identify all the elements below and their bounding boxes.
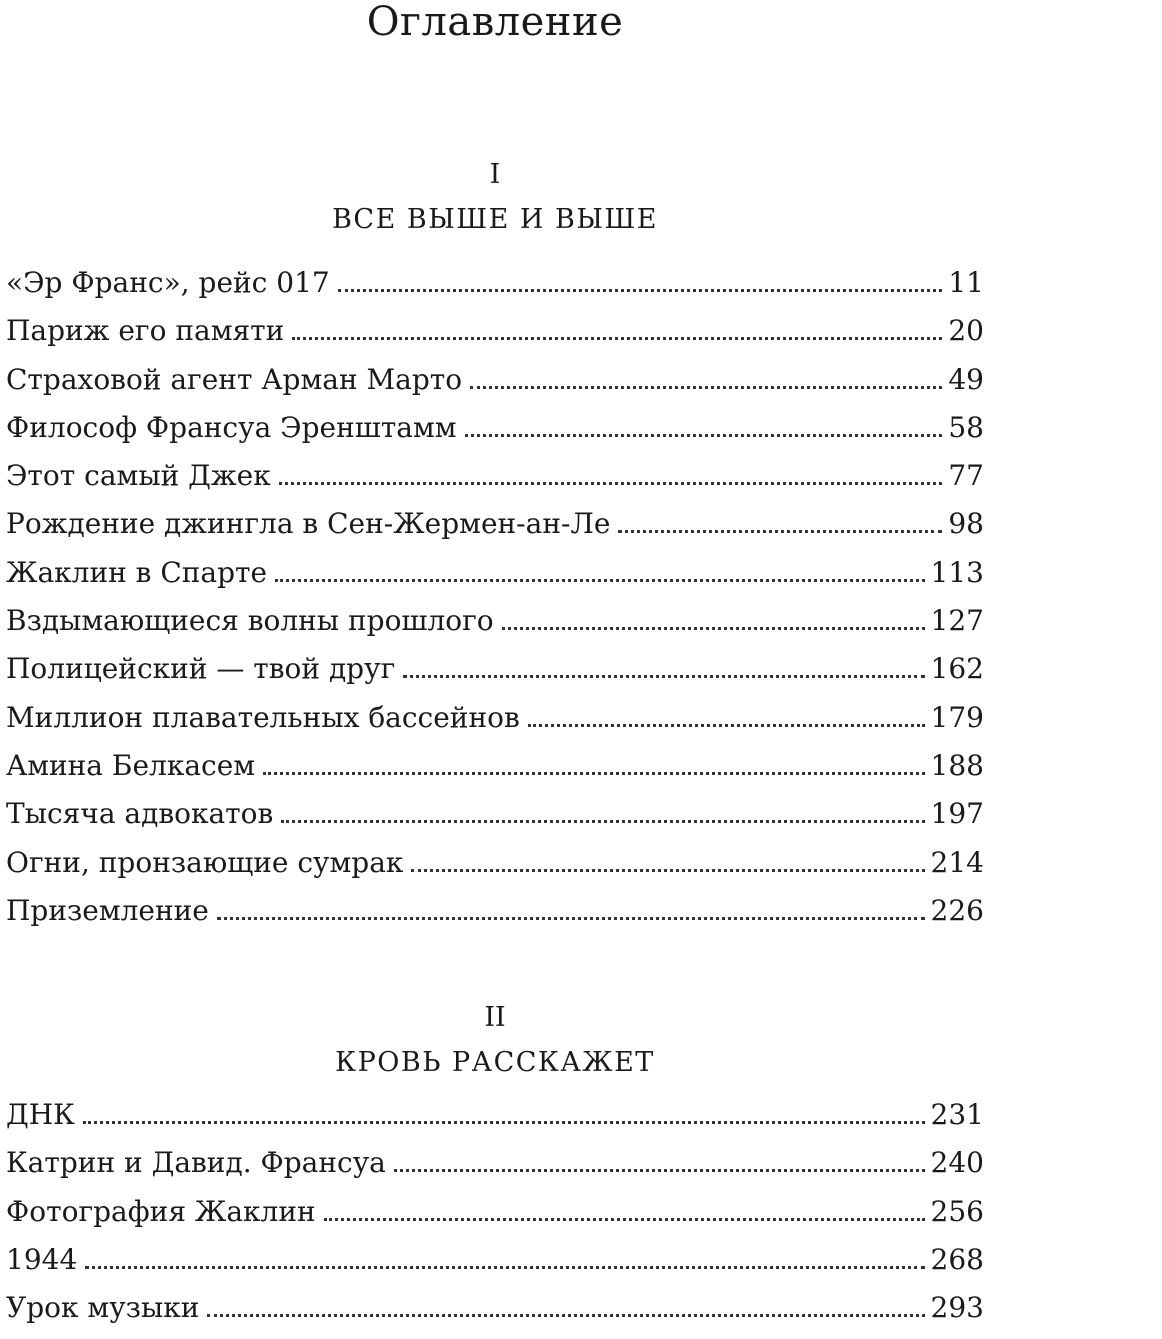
dot-leader	[618, 510, 942, 533]
toc-entry[interactable]	[6, 652, 984, 700]
toc-entry[interactable]	[6, 1195, 984, 1243]
toc-entry-page-number: 231	[930, 1098, 984, 1131]
toc-entry-page-number: 293	[930, 1291, 984, 1325]
toc-entry-title: Философ Франсуа Эренштамм	[6, 410, 457, 444]
toc-entry[interactable]	[6, 1291, 984, 1339]
toc-entry[interactable]	[6, 1098, 984, 1146]
dot-leader	[217, 897, 925, 920]
dot-leader	[528, 704, 925, 727]
toc-entry-page-number: 20	[948, 314, 984, 348]
toc-entry-page-number: 77	[948, 459, 984, 493]
toc-entry-page-number: 268	[930, 1242, 984, 1276]
toc-entry-page-number: 58	[948, 410, 984, 444]
toc-entry-title: Фотография Жаклин	[6, 1194, 316, 1228]
toc-entry[interactable]	[6, 604, 984, 652]
toc-entry-title: Урок музыки	[6, 1291, 200, 1325]
toc-entry-page-number: 98	[948, 507, 984, 541]
toc-entry-title: Страховой агент Арман Марто	[6, 362, 463, 396]
toc-entry-title: Рождение джингла в Сен-Жермен-ан-Ле	[6, 507, 611, 541]
dot-leader	[292, 317, 942, 340]
toc-entry-title: Жаклин в Спарте	[6, 555, 268, 589]
toc-entry-page-number: 162	[930, 652, 984, 686]
toc-entry-page-number: 240	[930, 1146, 984, 1180]
dot-leader	[338, 269, 943, 292]
toc-entry[interactable]	[6, 701, 984, 749]
toc-entry-title: Полицейский — твой друг	[6, 652, 396, 686]
toc-entry-page-number: 214	[930, 845, 984, 879]
dot-leader	[85, 1246, 924, 1269]
toc-entry-title: Амина Белкасем	[6, 748, 256, 782]
toc-entry[interactable]	[6, 459, 984, 507]
toc-entry-title: Этот самый Джек	[6, 459, 271, 493]
toc-entry[interactable]	[6, 363, 984, 411]
dot-leader	[83, 1101, 925, 1124]
toc-entry-title: Миллион плавательных бассейнов	[6, 700, 520, 734]
toc-entry-title: ДНК	[6, 1098, 75, 1131]
toc-entry[interactable]	[6, 894, 984, 942]
dot-leader	[394, 1149, 925, 1172]
toc-entry[interactable]	[6, 749, 984, 797]
dot-leader	[275, 559, 924, 582]
page-title: Оглавление	[366, 0, 624, 45]
toc-entry-title: «Эр Франс», рейс 017	[6, 266, 330, 299]
toc-entry-title: Огни, пронзающие сумрак	[6, 845, 404, 879]
dot-leader	[279, 462, 943, 485]
toc-entry-page-number: 127	[930, 604, 984, 638]
toc-entry[interactable]	[6, 1243, 984, 1291]
part-2-title: КРОВЬ РАССКАЖЕТ	[335, 1047, 655, 1078]
toc-entry[interactable]	[6, 507, 984, 555]
toc-entry[interactable]	[6, 846, 984, 894]
toc-entry[interactable]	[6, 797, 984, 845]
dot-leader	[465, 414, 943, 437]
toc-entry-title: Париж его памяти	[6, 314, 285, 348]
dot-leader	[263, 752, 924, 775]
toc-entry-title: Тысяча адвокатов	[6, 797, 274, 831]
toc-entry[interactable]	[6, 1146, 984, 1194]
dot-leader	[502, 607, 925, 630]
dot-leader	[281, 800, 924, 823]
part-1-toc-list	[6, 266, 984, 942]
part-1-title: ВСЕ ВЫШЕ И ВЫШЕ	[332, 204, 658, 235]
toc-entry-page-number: 226	[930, 893, 984, 927]
part-1-number: I	[489, 159, 501, 190]
toc-entry-page-number: 188	[930, 748, 984, 782]
toc-entry-page-number: 256	[930, 1194, 984, 1228]
toc-entry-page-number: 197	[930, 797, 984, 831]
toc-entry-page-number: 11	[948, 266, 984, 299]
toc-entry[interactable]	[6, 556, 984, 604]
toc-entry-page-number: 49	[948, 362, 984, 396]
part-2-number: II	[484, 1002, 506, 1033]
toc-entry[interactable]	[6, 266, 984, 314]
toc-entry-title: Приземление	[6, 893, 209, 927]
dot-leader	[411, 849, 924, 872]
dot-leader	[470, 366, 942, 389]
toc-entry-page-number: 179	[930, 700, 984, 734]
dot-leader	[324, 1198, 925, 1221]
toc-entry[interactable]	[6, 411, 984, 459]
toc-entry-title: Катрин и Давид. Франсуа	[6, 1146, 386, 1180]
dot-leader	[207, 1294, 924, 1317]
toc-entry-title: 1944	[6, 1242, 78, 1276]
toc-entry-title: Вздымающиеся волны прошлого	[6, 604, 494, 638]
part-2-toc-list	[6, 1098, 984, 1339]
dot-leader	[403, 655, 924, 678]
toc-entry[interactable]	[6, 314, 984, 362]
toc-entry-page-number: 113	[930, 555, 984, 589]
